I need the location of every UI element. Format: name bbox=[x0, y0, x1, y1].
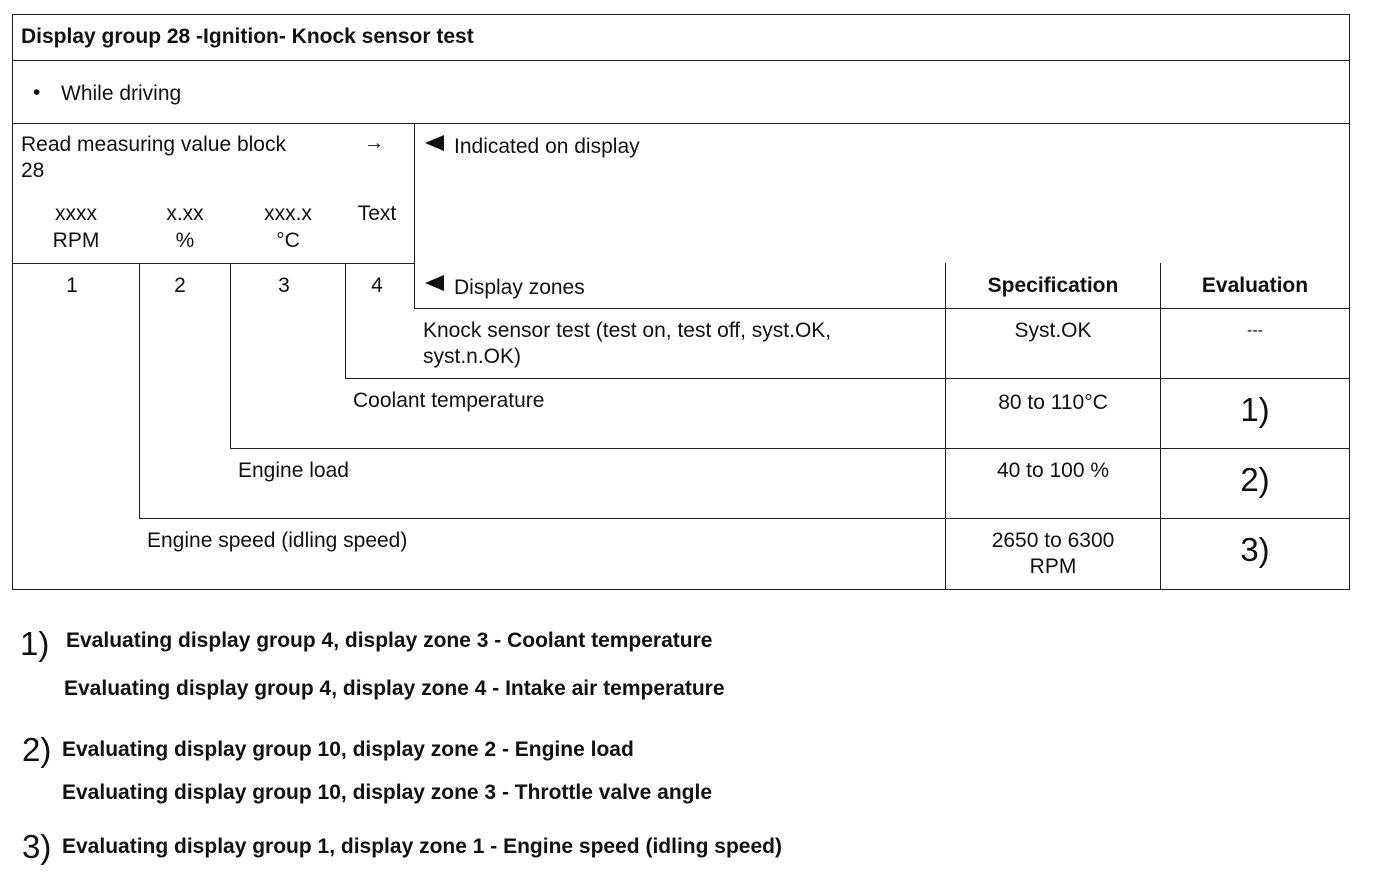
zone-number-3: 3 bbox=[278, 274, 290, 297]
footnote-number: 1) bbox=[20, 625, 50, 662]
row-label-cont: syst.n.OK) bbox=[423, 345, 522, 368]
row-evaluation: 3) bbox=[1240, 531, 1270, 568]
row-label: Coolant temperature bbox=[353, 389, 545, 412]
row-spec: 40 to 100 % bbox=[996, 459, 1110, 482]
row-spec: 2650 to 6300 bbox=[991, 529, 1115, 552]
row1-divider bbox=[345, 378, 1350, 379]
footnote-line: Evaluating display group 4, display zone 3 - Coolant temperature bbox=[66, 629, 713, 652]
row2-divider bbox=[230, 448, 1350, 449]
row-evaluation: --- bbox=[1247, 322, 1263, 339]
condition-bullet: • bbox=[33, 81, 41, 104]
column-value-2: x.xx bbox=[166, 202, 204, 225]
read-block-bottom bbox=[12, 263, 415, 264]
zone2-stair-line bbox=[139, 263, 140, 518]
column-value-3: xxx.x bbox=[264, 202, 312, 225]
indicated-label: Indicated on display bbox=[454, 135, 640, 158]
row-spec: 80 to 110°C bbox=[998, 391, 1108, 414]
zone4-stair-line bbox=[345, 263, 346, 378]
column-value-1: xxxx bbox=[55, 202, 97, 225]
column-unit-3: °C bbox=[276, 229, 300, 252]
footnote-line: Evaluating display group 10, display zone 3 - Throttle valve angle bbox=[62, 781, 712, 804]
triangle-left-icon bbox=[425, 135, 444, 151]
row-spec-cont: RPM bbox=[1029, 555, 1077, 578]
evaluation-header: Evaluation bbox=[1201, 274, 1309, 297]
column-value-4: Text bbox=[357, 202, 397, 225]
arrow-right-icon: → bbox=[364, 132, 384, 154]
column-unit-2: % bbox=[175, 229, 195, 252]
row-label: Knock sensor test (test on, test off, syst.OK, bbox=[423, 319, 832, 342]
read-block-number: 28 bbox=[21, 159, 45, 182]
condition-text: While driving bbox=[61, 82, 182, 105]
footnote-line: Evaluating display group 10, display zone 2 - Engine load bbox=[62, 738, 634, 761]
zone-number-1: 1 bbox=[66, 274, 78, 297]
condition-divider bbox=[12, 123, 1350, 124]
row-label: Engine speed (idling speed) bbox=[147, 529, 408, 552]
row-evaluation: 1) bbox=[1240, 391, 1270, 428]
zone-number-2: 2 bbox=[174, 274, 186, 297]
row-spec: Syst.OK bbox=[1014, 319, 1092, 342]
row3-divider bbox=[139, 518, 1350, 519]
footnote-line: Evaluating display group 4, display zone 4 - Intake air temperature bbox=[64, 677, 725, 700]
row-label: Engine load bbox=[238, 459, 349, 482]
zone-number-4: 4 bbox=[371, 274, 383, 297]
footnote-number: 3) bbox=[22, 828, 52, 865]
specification-header: Specification bbox=[987, 274, 1119, 297]
row-evaluation: 2) bbox=[1240, 461, 1270, 498]
table-title: Display group 28 -Ignition- Knock sensor test bbox=[21, 25, 474, 48]
read-block-title: Read measuring value block bbox=[21, 133, 286, 156]
zone3-stair-line bbox=[230, 263, 231, 448]
display-zones-header: Display zones bbox=[454, 276, 585, 299]
title-divider bbox=[12, 60, 1350, 61]
column-unit-1: RPM bbox=[52, 229, 100, 252]
header-row-divider bbox=[414, 308, 1350, 309]
footnote-line: Evaluating display group 1, display zone 1 - Engine speed (idling speed) bbox=[62, 835, 782, 858]
footnote-number: 2) bbox=[22, 731, 52, 768]
test-table bbox=[12, 14, 1350, 590]
triangle-left-icon bbox=[425, 275, 444, 291]
